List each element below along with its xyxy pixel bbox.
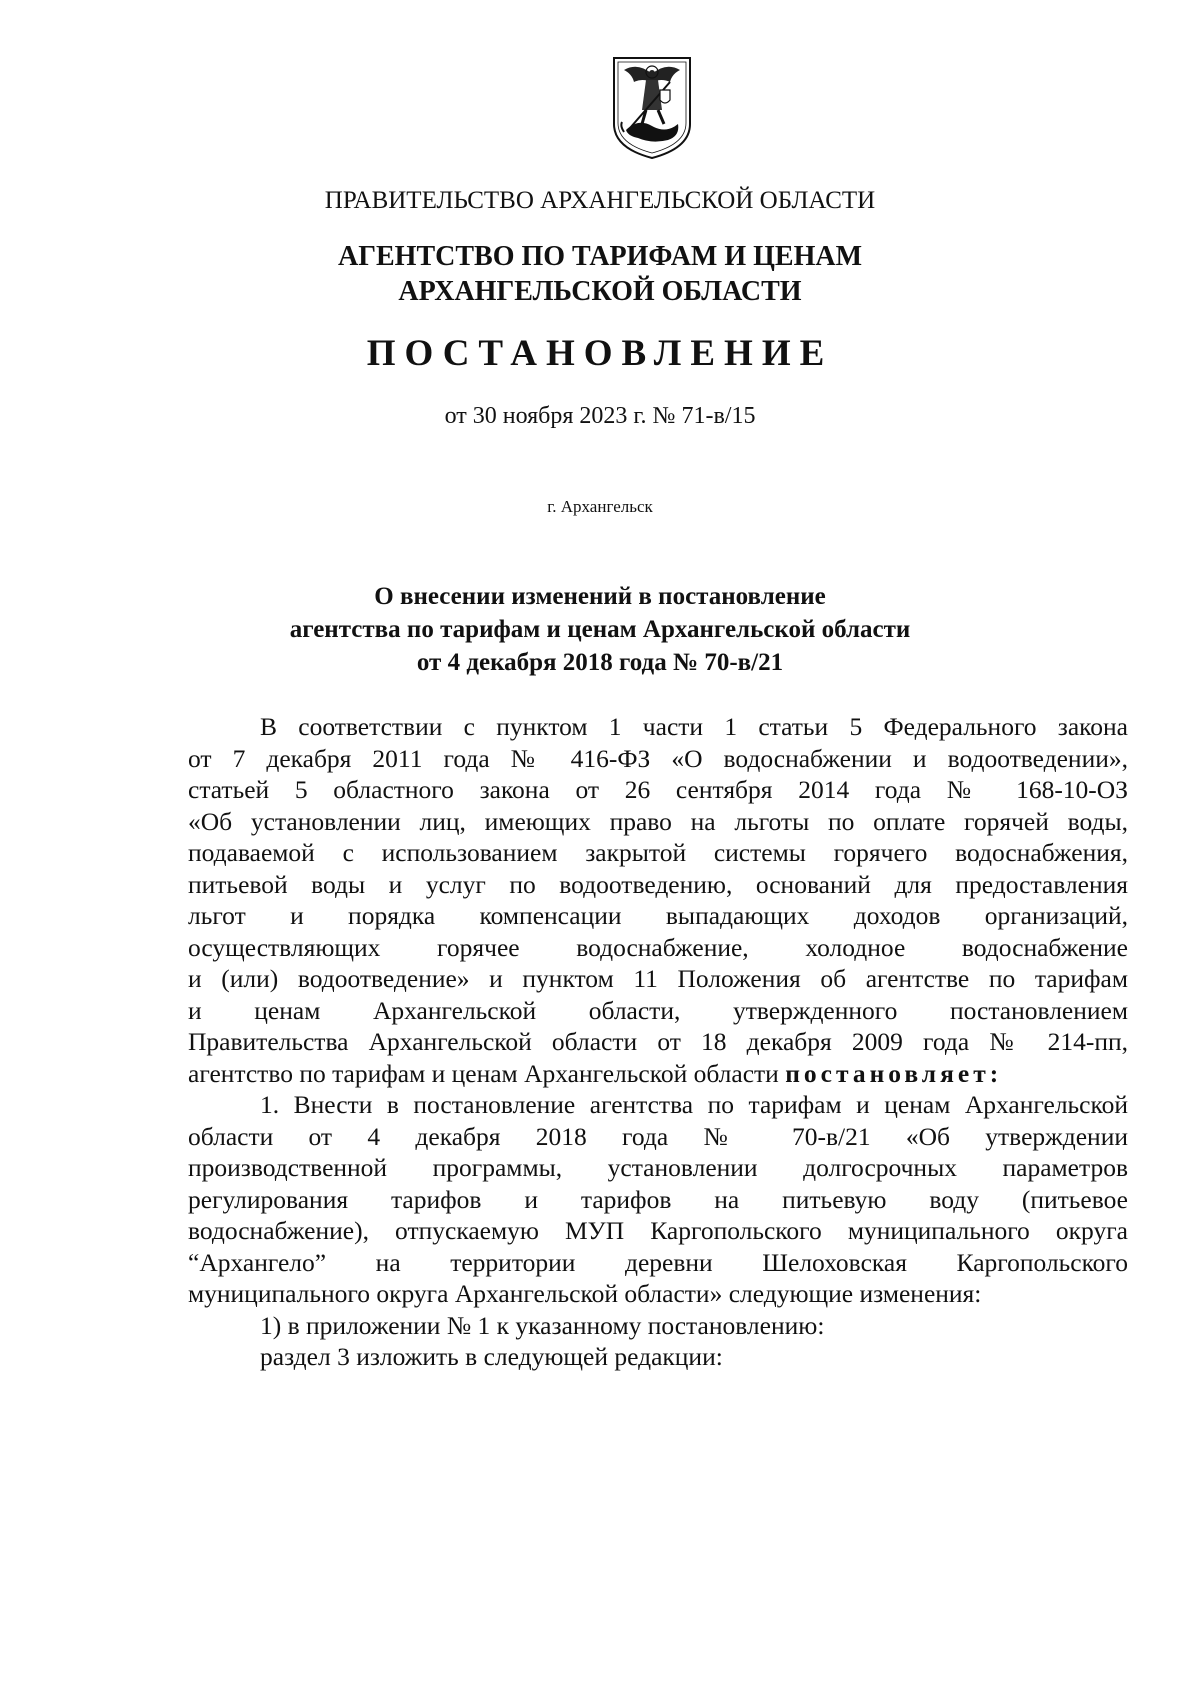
city: г. Архангельск: [547, 497, 653, 516]
body-line: питьевой воды и услуг по водоотведению, оснований для предоставления: [188, 869, 1128, 899]
body-line: «Об установлении лиц, имеющих право на льготы по оплате горячей воды,: [188, 806, 1128, 836]
document-type: ПОСТАНОВЛЕНИЕ: [366, 333, 834, 374]
body-line: водоснабжение), отпускаемую МУП Каргопольского муниципального округа: [188, 1216, 1128, 1245]
body-line: Правительства Архангельской области от 18 декабря 2009 года № 214-пп,: [188, 1027, 1128, 1056]
paragraph-preamble: [188, 711, 1128, 1089]
agency-name-line-2: АРХАНГЕЛЬСКОЙ ОБЛАСТИ: [398, 276, 802, 307]
body-line: регулирования тарифов и тарифов на питьевую воду (питьевое: [188, 1184, 1128, 1214]
paragraph-item-1: [188, 1089, 1128, 1310]
body-line: В соответствии с пунктом 1 части 1 статьи 5 Федерального закона: [260, 712, 1128, 741]
body-line-text: агентство по тарифам и ценам Архангельской области: [188, 1058, 779, 1088]
body-line: и (или) водоотведение» и пунктом 11 Положения об агентстве по тарифам: [188, 964, 1128, 993]
body-line: “Архангело” на территории деревни Шелоховская Каргопольского: [188, 1247, 1128, 1277]
title-line-1: О внесении изменений в постановление: [374, 583, 826, 610]
agency-name-line-1: АГЕНТСТВО ПО ТАРИФАМ И ЦЕНАМ: [337, 241, 863, 272]
body-line: подаваемой с использованием закрытой системы горячего водоснабжения,: [188, 838, 1128, 867]
paragraph-section-3: раздел 3 изложить в следующей редакции:: [260, 1342, 723, 1371]
coat-of-arms-emblem: [608, 52, 696, 162]
body-line: льгот и порядка компенсации выпадающих доходов организаций,: [188, 901, 1128, 930]
body-line: осуществляющих горячее водоснабжение, холодное водоснабжение: [188, 932, 1128, 962]
body-line: области от 4 декабря 2018 года № 70-в/21 «Об утверждении: [188, 1121, 1128, 1151]
body-line: муниципального округа Архангельской области» следующие изменения:: [188, 1279, 982, 1308]
date-and-number: от 30 ноября 2023 г. № 71-в/15: [444, 403, 756, 429]
body-line: статьей 5 областного закона от 26 сентября 2014 года № 168-10-ОЗ: [188, 775, 1128, 804]
body-line: производственной программы, установлении долгосрочных параметров: [188, 1153, 1128, 1182]
body-line: 1. Внести в постановление агентства по тарифам и ценам Архангельской: [260, 1090, 1128, 1119]
resolves-word: постановляет:: [785, 1058, 1003, 1088]
paragraph-subitem-1: 1) в приложении № 1 к указанному постановлению:: [260, 1310, 825, 1340]
body-line: [188, 1058, 1128, 1090]
body-line: от 7 декабря 2011 года № 416-ФЗ «О водоснабжении и водоотведении»,: [188, 743, 1128, 773]
document-body: [188, 711, 1128, 1373]
title-line-3: от 4 декабря 2018 года № 70-в/21: [416, 649, 784, 676]
title-line-2: агентства по тарифам и ценам Архангельской области: [289, 616, 911, 643]
government-name: ПРАВИТЕЛЬСТВО АРХАНГЕЛЬСКОЙ ОБЛАСТИ: [324, 187, 876, 214]
body-line: и ценам Архангельской области, утвержденного постановлением: [188, 995, 1128, 1025]
